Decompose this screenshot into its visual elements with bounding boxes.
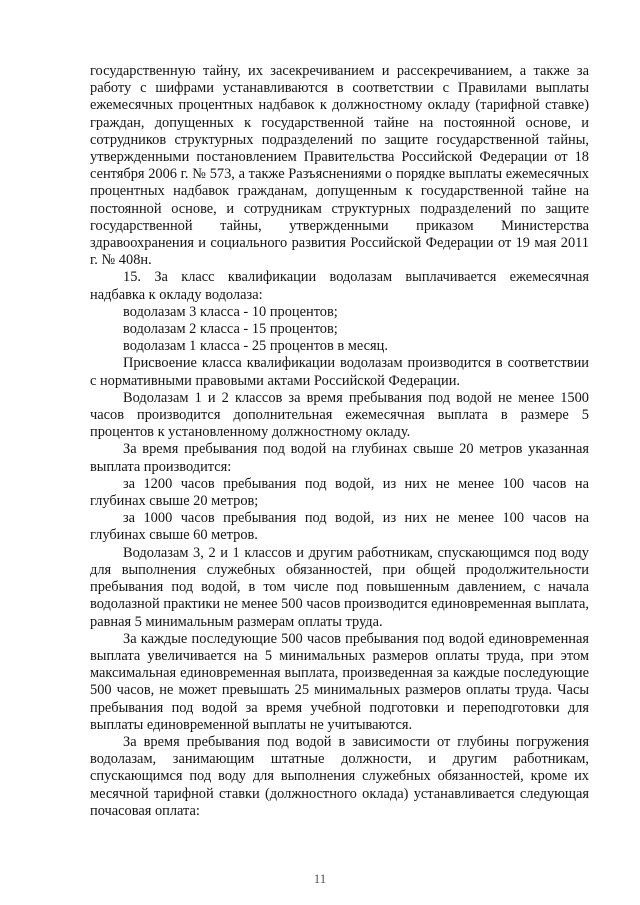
list-item-class-1: водолазам 1 класса - 25 процентов в месяц. — [123, 338, 388, 355]
document-body — [90, 63, 589, 820]
list-item-class-3: водолазам 3 класса - 10 процентов; — [123, 303, 338, 320]
paragraph-lump-sum: Водолазам 3, 2 и 1 классов и другим работникам, спускающимся под воду для выполнения служебных обязанностей, при общей продолжительности пребывания под водой, в том числе под повышенным давлением, с начала водолазной практики не менее 500 часов производится единовременная выплата, равная 5 минимальным размерам оплаты труда. — [90, 544, 589, 630]
paragraph-1000-hours: за 1000 часов пребывания под водой, из них не менее 100 часов на глубинах свыше 60 метров. — [90, 510, 589, 544]
paragraph-item-15: 15. За класс квалификации водолазам выплачивается ежемесячная надбавка к окладу водолаза: — [90, 269, 589, 303]
paragraph-monthly-payment: Водолазам 1 и 2 классов за время пребывания под водой не менее 1500 часов производится дополнительная ежемесячная выплата в размере 5 процентов к установленному должностному окладу. — [90, 389, 589, 441]
paragraph-subsequent-500-hours: За каждые последующие 500 часов пребывания под водой единовременная выплата увеличивается на 5 минимальных размеров оплаты труда, при этом максимальная единовременная выплата, произведенная за каждые последующие 500 часов, не может превышать 25 минимальных размеров оплаты труда. Часы пребывания под водой за время учебной подготовки и переподготовки для выплаты единовременной выплаты не учитываются. — [90, 630, 589, 733]
paragraph-depth-condition: За время пребывания под водой на глубинах свыше 20 метров указанная выплата производится: — [90, 441, 589, 475]
page-number: 11 — [313, 871, 327, 886]
list-item-class-2: водолазам 2 класса - 15 процентов; — [123, 321, 338, 338]
paragraph-1200-hours: за 1200 часов пребывания под водой, из них не менее 100 часов на глубинах свыше 20 метров; — [90, 475, 589, 510]
paragraph-state-secret-allowances: государственную тайну, их засекречиванием и рассекречиванием, а также за работу с шифрами устанавливаются в соответствии с Правилами выплаты ежемесячных процентных надбавок к должностному окладу (тарифной ставке) граждан, допущенных к государственной тайне на постоянной основе, и сотрудников структурных подразделений по защите государственной тайны, утвержденными постановлением Правительства Российской Федерации от 18 сентября 2006 г. № 573, а также Разъяснениями о порядке выплаты ежемесячных процентных надбавок гражданам, допущенным к государственной тайне на постоянной основе, и сотрудникам структурных подразделений по защите государственной тайны, утвержденными приказом Министерства здравоохранения и социального развития Российской Федерации от 19 мая 2011 г. № 408н. — [90, 63, 589, 269]
paragraph-class-assignment: Присвоение класса квалификации водолазам производится в соответствии с нормативными правовыми актами Российской Федерации. — [90, 355, 589, 389]
paragraph-hourly-pay: За время пребывания под водой в зависимости от глубины погружения водолазам, занимающим штатные должности, и другим работникам, спускающимся под воду для выполнения служебных обязанностей, кроме их месячной тарифной ставки (должностного оклада) устанавливается следующая почасовая оплата: — [90, 733, 589, 819]
